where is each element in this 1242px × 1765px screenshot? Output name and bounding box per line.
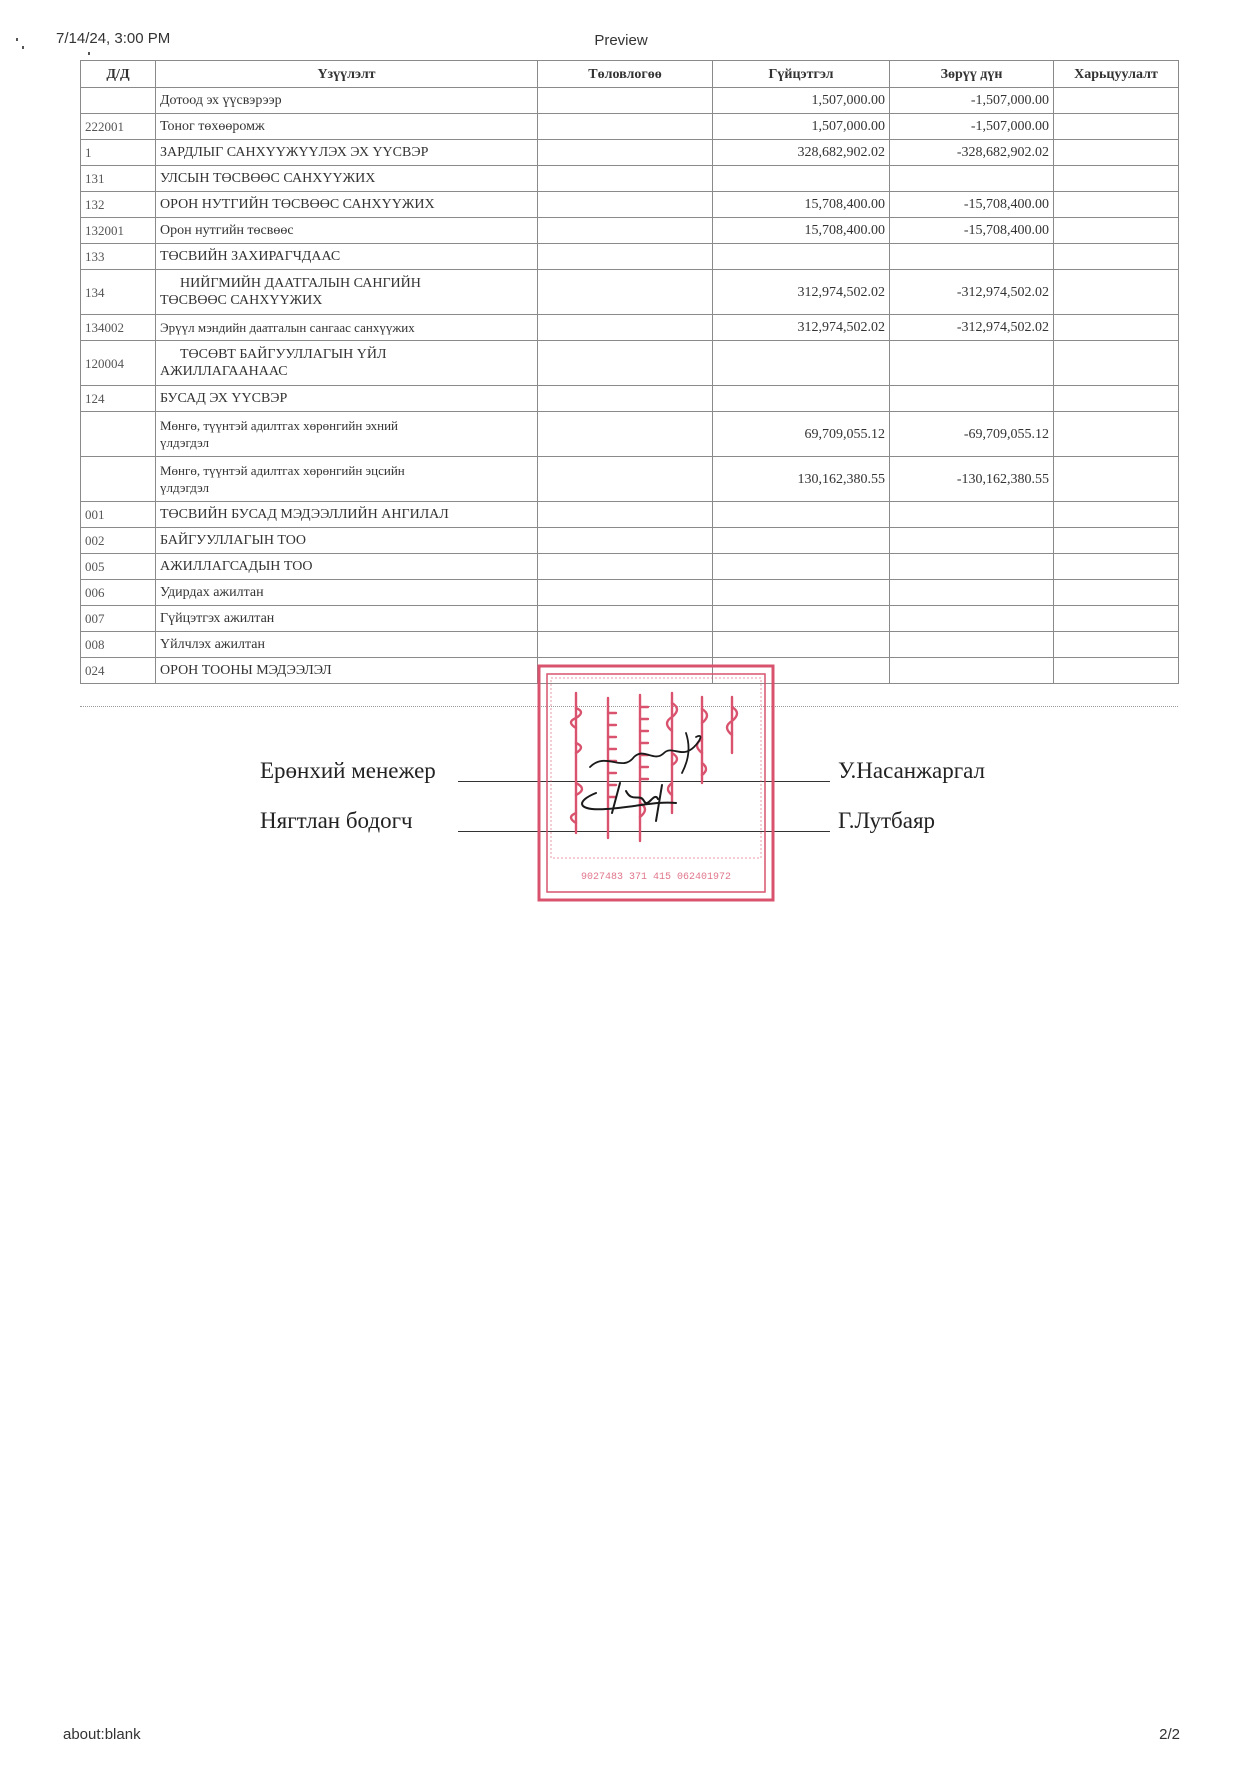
row-label: БАЙГУУЛЛАГЫН ТОО (156, 528, 538, 554)
accountant-name: Г.Лутбаяр (838, 808, 936, 833)
row-plan (538, 580, 713, 606)
row-code: 133 (81, 244, 156, 270)
row-label: Эрүүл мэндийн даатгалын сангаас санхүүжих (156, 315, 538, 341)
row-code: 008 (81, 632, 156, 658)
row-actual: 328,682,902.02 (713, 140, 890, 166)
row-code (81, 412, 156, 457)
row-comparison (1054, 270, 1179, 315)
row-comparison (1054, 554, 1179, 580)
row-actual: 1,507,000.00 (713, 88, 890, 114)
row-label: ОРОН НУТГИЙН ТӨСВӨӨС САНХҮҮЖИХ (156, 192, 538, 218)
table-row (81, 457, 1179, 502)
row-plan (538, 166, 713, 192)
row-code: 131 (81, 166, 156, 192)
row-code: 006 (81, 580, 156, 606)
row-difference (890, 580, 1054, 606)
row-code: 222001 (81, 114, 156, 140)
row-difference (890, 341, 1054, 386)
table-row (81, 218, 1179, 244)
row-difference (890, 166, 1054, 192)
scan-speck (16, 38, 18, 41)
row-plan (538, 270, 713, 315)
row-actual: 69,709,055.12 (713, 412, 890, 457)
table-row (81, 270, 1179, 315)
column-header-code: Д/Д (81, 61, 156, 88)
row-comparison (1054, 315, 1179, 341)
row-comparison (1054, 192, 1179, 218)
row-comparison (1054, 606, 1179, 632)
scan-speck (22, 46, 24, 49)
row-actual (713, 528, 890, 554)
row-actual: 312,974,502.02 (713, 315, 890, 341)
table-row (81, 502, 1179, 528)
row-plan (538, 244, 713, 270)
table-row (81, 386, 1179, 412)
row-label: БУСАД ЭХ ҮҮСВЭР (156, 386, 538, 412)
row-label-line: АЖИЛЛАГААНААС (160, 364, 288, 379)
row-actual: 312,974,502.02 (713, 270, 890, 315)
row-plan (538, 528, 713, 554)
row-actual (713, 580, 890, 606)
financial-report-table (80, 60, 1179, 684)
row-label (156, 341, 538, 386)
row-comparison (1054, 580, 1179, 606)
table-row (81, 192, 1179, 218)
row-actual (713, 386, 890, 412)
row-comparison (1054, 457, 1179, 502)
row-code: 024 (81, 658, 156, 684)
row-plan (538, 218, 713, 244)
row-comparison (1054, 658, 1179, 684)
row-label-line: Мөнгө, түүнтэй адилтгах хөрөнгийн эцсийн (160, 463, 405, 478)
row-plan (538, 315, 713, 341)
row-comparison (1054, 632, 1179, 658)
row-plan (538, 554, 713, 580)
row-label: Орон нутгийн төсвөөс (156, 218, 538, 244)
column-header-plan: Төловлогөө (538, 61, 713, 88)
row-difference: -130,162,380.55 (890, 457, 1054, 502)
print-title: Preview (594, 32, 648, 49)
row-difference: -328,682,902.02 (890, 140, 1054, 166)
print-datetime: 7/14/24, 3:00 PM (56, 30, 171, 47)
row-label: Гүйцэтгэх ажилтан (156, 606, 538, 632)
row-label (156, 457, 538, 502)
table-row (81, 315, 1179, 341)
row-comparison (1054, 412, 1179, 457)
row-actual (713, 502, 890, 528)
row-label-line: үлдэгдэл (160, 480, 209, 495)
row-difference (890, 554, 1054, 580)
row-plan (538, 140, 713, 166)
row-code: 132001 (81, 218, 156, 244)
table-row (81, 88, 1179, 114)
row-plan (538, 386, 713, 412)
accountant-title: Нягтлан бодогч (260, 808, 413, 833)
row-actual (713, 244, 890, 270)
table-row (81, 166, 1179, 192)
row-comparison (1054, 528, 1179, 554)
page-number: 2/2 (1159, 1726, 1180, 1743)
row-code (81, 457, 156, 502)
row-difference: -69,709,055.12 (890, 412, 1054, 457)
row-label: Удирдах ажилтан (156, 580, 538, 606)
row-label: ОРОН ТООНЫ МЭДЭЭЛЭЛ (156, 658, 538, 684)
row-plan (538, 192, 713, 218)
row-label-line: үлдэгдэл (160, 435, 209, 450)
row-difference (890, 632, 1054, 658)
stamp-frame (539, 666, 773, 900)
table-row (81, 632, 1179, 658)
row-code: 120004 (81, 341, 156, 386)
row-actual (713, 166, 890, 192)
row-plan (538, 341, 713, 386)
row-actual: 15,708,400.00 (713, 192, 890, 218)
row-difference (890, 502, 1054, 528)
row-actual (713, 341, 890, 386)
row-comparison (1054, 341, 1179, 386)
row-actual: 1,507,000.00 (713, 114, 890, 140)
row-code: 005 (81, 554, 156, 580)
row-difference: -312,974,502.02 (890, 315, 1054, 341)
row-actual (713, 554, 890, 580)
row-difference (890, 244, 1054, 270)
row-comparison (1054, 386, 1179, 412)
row-label: Тоног төхөөромж (156, 114, 538, 140)
row-label: УЛСЫН ТӨСВӨӨС САНХҮҮЖИХ (156, 166, 538, 192)
row-label-line: Мөнгө, түүнтэй адилтгах хөрөнгийн эхний (160, 418, 398, 433)
row-label (156, 270, 538, 315)
table-row (81, 114, 1179, 140)
row-plan (538, 606, 713, 632)
row-comparison (1054, 166, 1179, 192)
row-difference: -1,507,000.00 (890, 114, 1054, 140)
manager-name: У.Насанжаргал (838, 758, 986, 783)
row-code: 002 (81, 528, 156, 554)
row-label-line: ТӨСӨВТ БАЙГУУЛЛАГЫН ҮЙЛ (180, 347, 387, 362)
row-code: 132 (81, 192, 156, 218)
row-actual (713, 632, 890, 658)
row-label: АЖИЛЛАГСАДЫН ТОО (156, 554, 538, 580)
row-plan (538, 457, 713, 502)
table-row (81, 140, 1179, 166)
row-label: ТӨСВИЙН БУСАД МЭДЭЭЛЛИЙН АНГИЛАЛ (156, 502, 538, 528)
row-plan (538, 88, 713, 114)
row-difference (890, 528, 1054, 554)
row-plan (538, 632, 713, 658)
row-code: 007 (81, 606, 156, 632)
row-plan (538, 114, 713, 140)
table-row (81, 580, 1179, 606)
row-comparison (1054, 140, 1179, 166)
row-label (156, 412, 538, 457)
row-label: ТӨСВИЙН ЗАХИРАГЧДААС (156, 244, 538, 270)
row-comparison (1054, 502, 1179, 528)
row-label: ЗАРДЛЫГ САНХҮҮЖҮҮЛЭХ ЭХ ҮҮСВЭР (156, 140, 538, 166)
row-label: Үйлчлэх ажилтан (156, 632, 538, 658)
row-actual: 130,162,380.55 (713, 457, 890, 502)
column-header-difference: Зөрүү дүн (890, 61, 1054, 88)
scan-speck (88, 52, 90, 55)
row-difference: -15,708,400.00 (890, 218, 1054, 244)
row-difference: -1,507,000.00 (890, 88, 1054, 114)
table-row (81, 341, 1179, 386)
row-plan (538, 412, 713, 457)
stamp-registration-number: 9027483 371 415 062401972 (580, 872, 732, 883)
row-actual (713, 606, 890, 632)
row-actual: 15,708,400.00 (713, 218, 890, 244)
official-stamp (536, 663, 776, 903)
row-comparison (1054, 88, 1179, 114)
row-label: Дотоод эх үүсвэрээр (156, 88, 538, 114)
row-label-line: ТӨСВӨӨС САНХҮҮЖИХ (160, 293, 323, 308)
manager-title: Ерөнхий менежер (260, 758, 436, 783)
print-url: about:blank (63, 1726, 141, 1743)
print-footer (0, 1726, 1242, 1746)
row-comparison (1054, 114, 1179, 140)
print-header (0, 30, 1242, 50)
row-code: 124 (81, 386, 156, 412)
table-header-row (81, 61, 1179, 88)
table-row (81, 244, 1179, 270)
row-difference: -15,708,400.00 (890, 192, 1054, 218)
row-difference (890, 606, 1054, 632)
column-header-indicator: Үзүүлэлт (156, 61, 538, 88)
row-difference (890, 658, 1054, 684)
table-row (81, 554, 1179, 580)
row-label-line: НИЙГМИЙН ДААТГАЛЫН САНГИЙН (180, 276, 421, 291)
row-comparison (1054, 244, 1179, 270)
row-code (81, 88, 156, 114)
row-difference (890, 386, 1054, 412)
handwritten-signature-accountant (582, 783, 676, 821)
row-code: 134002 (81, 315, 156, 341)
row-plan (538, 502, 713, 528)
row-comparison (1054, 218, 1179, 244)
table-row (81, 606, 1179, 632)
table-row (81, 412, 1179, 457)
table-row (81, 528, 1179, 554)
row-code: 1 (81, 140, 156, 166)
row-difference: -312,974,502.02 (890, 270, 1054, 315)
mongolian-script-icon (571, 693, 737, 841)
row-code: 134 (81, 270, 156, 315)
column-header-actual: Гүйцэтгэл (713, 61, 890, 88)
column-header-comparison: Харьцуулалт (1054, 61, 1179, 88)
row-code: 001 (81, 502, 156, 528)
